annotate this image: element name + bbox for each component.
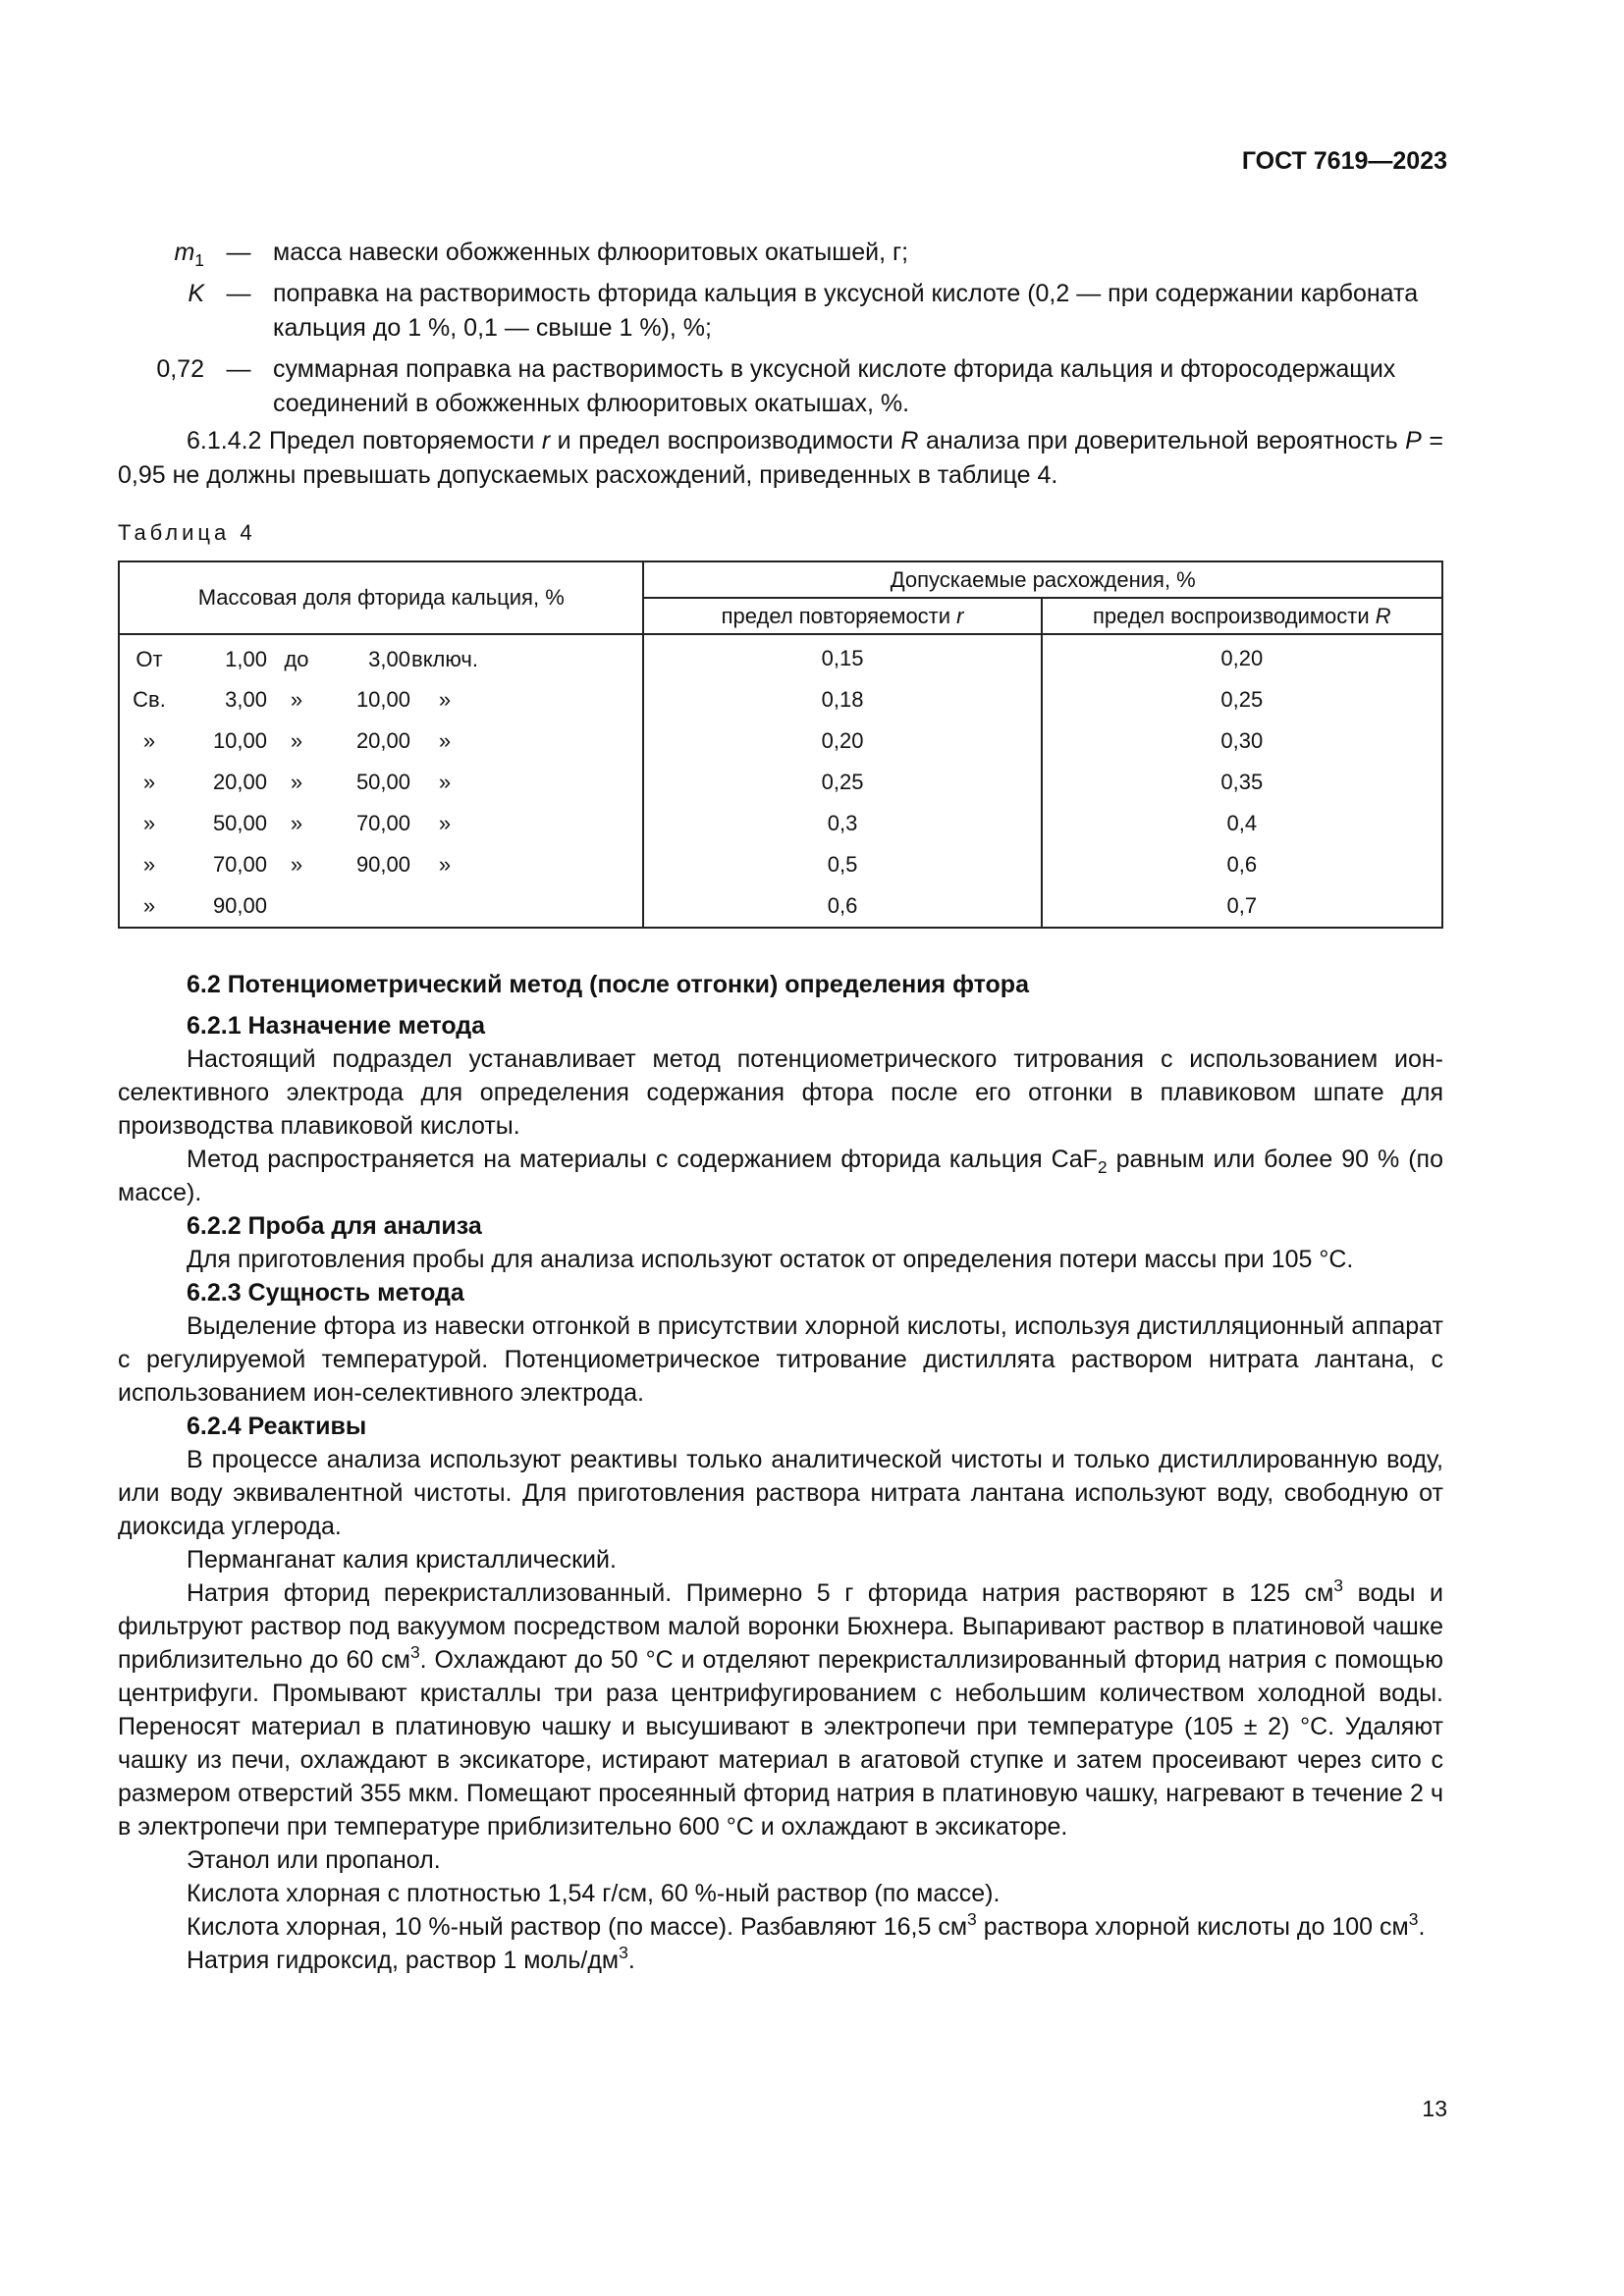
section-title: 6.2 Потенциометрический метод (после отгонки) определения фтора [187,971,1029,998]
cell-repeatability: 0,5 [643,844,1041,885]
paragraph: Кислота хлорная, 10 %-ный раствор (по массе). Разбавляют 16,5 $см^3$ раствора хлорной кислоты до 100 $см^3$. [187,1909,1426,1941]
subsection-heading: 6.2.1 Назначение метода [187,1012,486,1040]
cell-repeatability: 0,18 [643,679,1041,721]
col-repeatability-header: предел повторяемости r [643,598,1041,634]
section-6-2 [118,968,1443,1977]
cell-reproducibility: 0,6 [1042,844,1442,885]
table-caption: Таблица 4 [118,520,256,545]
cell-repeatability: 0,20 [643,721,1041,762]
table-row: Св. 3,00 » 10,00 » 0,18 0,25 [119,679,1442,721]
paragraph: Натрия гидроксид, раствор 1 моль/$дм^3$. [187,1943,635,1974]
cell-reproducibility: 0,4 [1042,803,1442,844]
symbol-sub: 1 [194,250,204,270]
definition-text: поправка на растворимость фторида кальция в уксусной кислоте (0,2 — при содержании карбоната кальция до 1 %, 0,1 — свыше 1 %), %; [273,280,1419,342]
definition-072 [118,352,1434,421]
cell-repeatability: 0,3 [643,803,1041,844]
paragraph: Метод распространяется на материалы с содержанием фторида кальция CaF$_2$ равным или более 90 % (по массе). [118,1146,1443,1206]
cell-repeatability: 0,25 [643,762,1041,803]
symbol-072: 0,72 [156,355,204,383]
col-mass-fraction-header: Массовая доля фторида кальция, % [119,561,643,634]
paragraph: Кислота хлорная с плотностью 1,54 г/см, 60 %-ный раствор (по массе). [187,1880,1001,1907]
cell-repeatability: 0,15 [643,634,1041,679]
paragraph: Выделение фтора из навески отгонкой в присутствии хлорной кислоты, используя дистилляционный аппарат с регулируемой температурой. Потенциометрическое титрование дистиллята раствором нитрата лантана, с использованием ион-селективного электрода. [118,1312,1443,1407]
table-4 [118,561,1443,929]
table-row: » 20,00 » 50,00 » 0,25 0,35 [119,762,1442,803]
col-group-header: Допускаемые расхождения, % [643,561,1442,598]
paragraph-6-1-4-2: 6.1.4.2 Предел повторяемости r и предел воспроизводимости R анализа при доверительной вероятность P = 0,95 не должны превышать допускаемых расхождений, приведенных в таблице 4. [118,427,1443,489]
table-row: » 10,00 » 20,00 » 0,20 0,30 [119,721,1442,762]
table-row: » 50,00 » 70,00 » 0,3 0,4 [119,803,1442,844]
cell-repeatability: 0,6 [643,885,1041,928]
definitions-list [118,236,1434,428]
paragraph: Настоящий подраздел устанавливает метод потенциометрического титрования с использованием ион-селективного электрода для определения содержания фтора после его отгонки в плавиковом шпате для производства плавиковой кислоты. [118,1045,1443,1140]
cell-reproducibility: 0,25 [1042,679,1442,721]
subsection-heading: 6.2.3 Сущность метода [187,1279,464,1307]
symbol-k: K [188,280,204,307]
cell-reproducibility: 0,7 [1042,885,1442,928]
paragraph: В процессе анализа используют реактивы только аналитической чистоты и только дистиллированную воду, или воду эквивалентной чистоты. Для приготовления раствора нитрата лантана используют воду, свободную от диоксида углерода. [118,1446,1443,1540]
definition-m1 [118,236,1434,270]
page-number: 13 [1422,2096,1447,2121]
cell-reproducibility: 0,20 [1042,634,1442,679]
paragraph: Для приготовления пробы для анализа используют остаток от определения потери массы при 105 °C. [187,1246,1354,1273]
definition-k [118,277,1434,346]
definition-dash: — [226,355,251,383]
table-row: » 90,00 0,6 0,7 [119,885,1442,928]
subsection-heading: 6.2.4 Реактивы [187,1413,367,1440]
paragraph: Натрия фторид перекристаллизованный. Примерно 5 г фторида натрия растворяют в 125 $см^3$ воды и фильтруют раствор под вакуумом посредством малой воронки Бюхнера. Выпаривают раствор в платиновой чашке приблизительно до 60 $см^3$. Охлаждают до 50 °C и отделяют перекристаллизированный фторид натрия с помощью центрифуги. Промывают кристаллы три раза центрифугированием с небольшим количеством холодной воды. Переносят материал в платиновую чашку и высушивают в электропечи при температуре (105 ± 2) °C. Удаляют чашку из печи, охлаждают в эксикаторе, истирают материал в агатовой ступке и затем просеивают через сито с размером отверстий 355 мкм. Помещают просеянный фторид натрия в платиновую чашку, нагревают в течение 2 ч в электропечи при температуре приблизительно 600 °C и охлаждают в эксикаторе. [118,1575,1443,1841]
paragraph: Этанол или пропанол. [187,1846,441,1874]
definition-dash: — [226,280,251,307]
symbol-m: m [174,239,195,266]
table-row: От 1,00 до 3,00 включ. 0,15 0,20 [119,634,1442,679]
definition-text: масса навески обожженных флюоритовых окатышей, г; [273,239,909,266]
paragraph: Перманганат калия кристаллический. [187,1546,617,1574]
definition-dash: — [226,239,251,266]
col-reproducibility-header: предел воспроизводимости R [1042,598,1442,634]
cell-reproducibility: 0,30 [1042,721,1442,762]
cell-reproducibility: 0,35 [1042,762,1442,803]
subsection-heading: 6.2.2 Проба для анализа [187,1212,482,1240]
standard-header: ГОСТ 7619—2023 [1241,147,1447,175]
definition-text: суммарная поправка на растворимость в уксусной кислоте фторида кальция и фторосодержащих соединений в обожженных флюоритовых окатышах, %. [273,355,1396,417]
table-row: » 70,00 » 90,00 » 0,5 0,6 [119,844,1442,885]
